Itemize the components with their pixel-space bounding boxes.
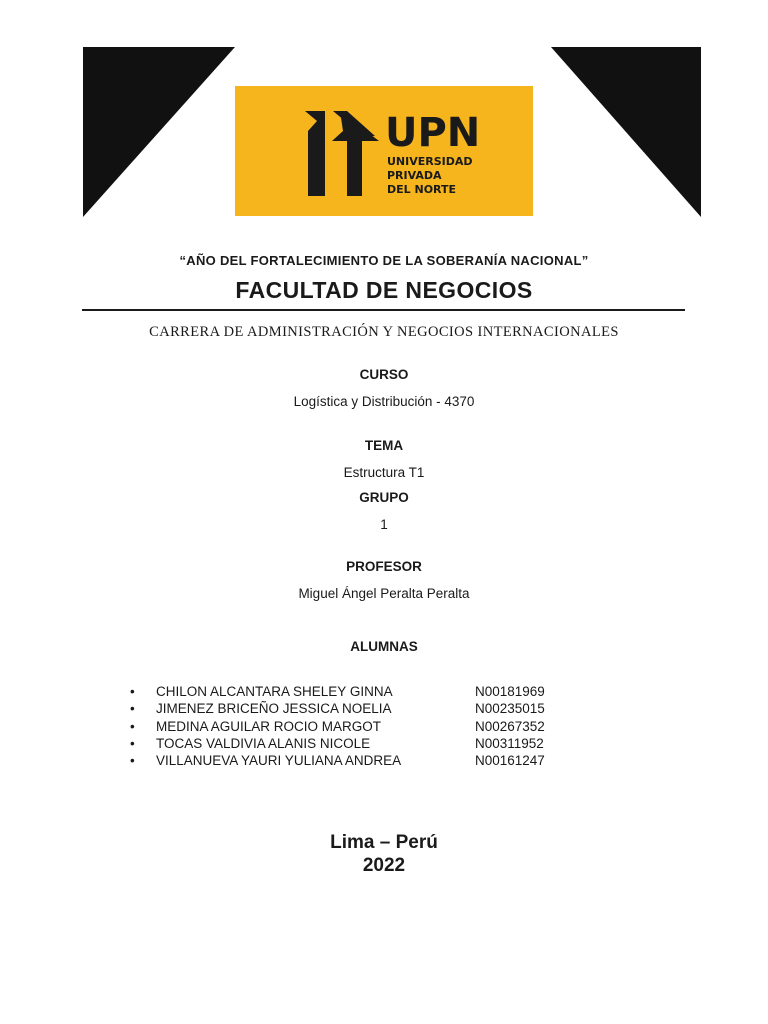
professor-value: Miguel Ángel Peralta Peralta	[298, 586, 470, 601]
student-code: N00267352	[475, 718, 545, 734]
career-title: CARRERA DE ADMINISTRACIÓN Y NEGOCIOS INTERNACIONALES	[149, 324, 619, 340]
student-code: N00235015	[475, 701, 545, 717]
year: 2022	[362, 855, 406, 876]
student-code: N00311952	[475, 735, 544, 751]
decorative-corner-left	[83, 47, 235, 217]
topic-value: Estructura T1	[343, 465, 425, 480]
upn-logo	[235, 86, 533, 216]
student-code: N00161247	[475, 753, 545, 769]
logo-line3: DEL NORTE	[387, 183, 457, 196]
student-name: CHILON ALCANTARA SHELEY GINNA	[156, 684, 393, 699]
student-name: MEDINA AGUILAR ROCIO MARGOT	[156, 718, 382, 734]
decorative-corner-right	[551, 47, 701, 217]
students-label: ALUMNAS	[350, 639, 418, 654]
title-divider	[82, 309, 685, 311]
list-item	[130, 735, 580, 752]
student-name: TOCAS VALDIVIA ALANIS NICOLE	[156, 735, 371, 751]
list-item	[130, 752, 580, 769]
course-value: Logística y Distribución - 4370	[293, 394, 475, 409]
students-list	[130, 683, 580, 769]
list-item	[130, 700, 580, 717]
student-code: N00181969	[475, 684, 545, 699]
group-value: 1	[380, 517, 388, 532]
logo-line2: PRIVADA	[387, 169, 442, 182]
student-name: VILLANUEVA YAURI YULIANA ANDREA	[156, 753, 402, 769]
course-label: CURSO	[359, 367, 409, 382]
bullet: •	[130, 735, 135, 751]
student-name: JIMENEZ BRICEÑO JESSICA NOELIA	[156, 701, 392, 717]
bullet: •	[130, 753, 135, 769]
motto: “AÑO DEL FORTALECIMIENTO DE LA SOBERANÍA NACIONAL”	[179, 253, 589, 268]
group-label: GRUPO	[359, 490, 409, 505]
professor-label: PROFESOR	[346, 559, 422, 574]
bullet: •	[130, 718, 135, 734]
topic-label: TEMA	[364, 438, 404, 453]
logo-line1: UNIVERSIDAD	[387, 155, 473, 168]
list-item	[130, 683, 580, 700]
bullet: •	[130, 684, 135, 699]
logo-acronym: UPN	[385, 110, 481, 156]
list-item	[130, 718, 580, 735]
faculty-title: FACULTAD DE NEGOCIOS	[235, 277, 533, 303]
bullet: •	[130, 701, 135, 717]
location: Lima – Perú	[330, 832, 438, 853]
